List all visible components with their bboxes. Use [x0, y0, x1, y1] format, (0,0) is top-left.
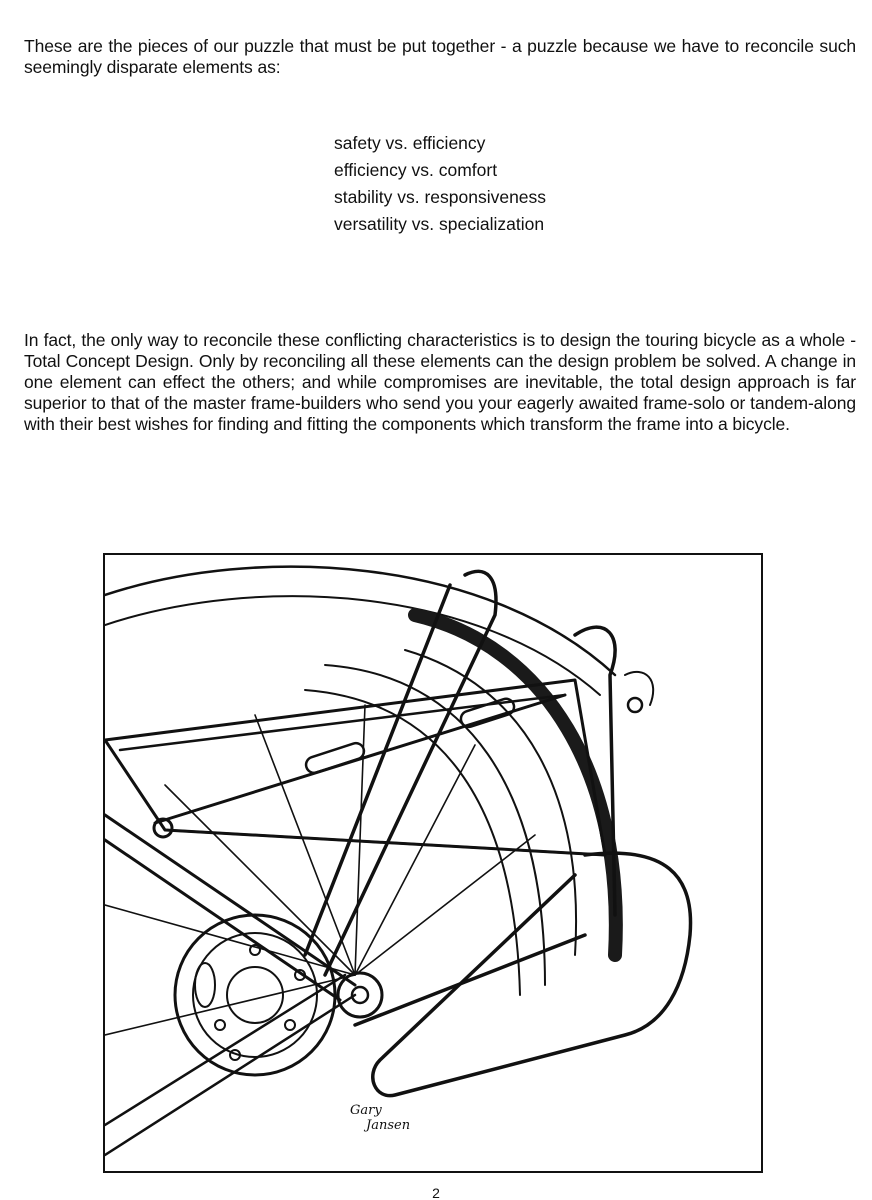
tradeoff-item: versatility vs. specialization	[334, 214, 545, 234]
tradeoff-item: stability vs. responsiveness	[334, 187, 547, 207]
signature-first-name: Gary	[350, 1103, 382, 1118]
intro-paragraph: These are the pieces of our puzzle that must be put together - a puzzle because we have to reconcile such seemingly disparate elements as:	[24, 35, 856, 77]
tradeoff-item: safety vs. efficiency	[334, 133, 486, 153]
page-number: 2	[432, 1186, 440, 1200]
rear-rack-illustration	[103, 553, 763, 1173]
bicycle-rear-wheel-drawing	[105, 555, 761, 1171]
signature-last-name: Jansen	[366, 1118, 411, 1133]
tradeoff-list	[334, 130, 546, 238]
conclusion-paragraph: In fact, the only way to reconcile these conflicting characteristics is to design the touring bicycle as a whole - Total Concept Design. Only by reconciling all these elements can the design problem be solved. A change in one element can effect the others; and while compromises are inevitable, the total design approach is far superior to that of the master frame-builders who send you your eagerly awaited frame-solo or tandem-along with their best wishes for finding and fitting the components which transform the frame into a bicycle.	[24, 329, 856, 434]
artist-signature	[350, 1103, 410, 1133]
tradeoff-item: efficiency vs. comfort	[334, 160, 498, 180]
